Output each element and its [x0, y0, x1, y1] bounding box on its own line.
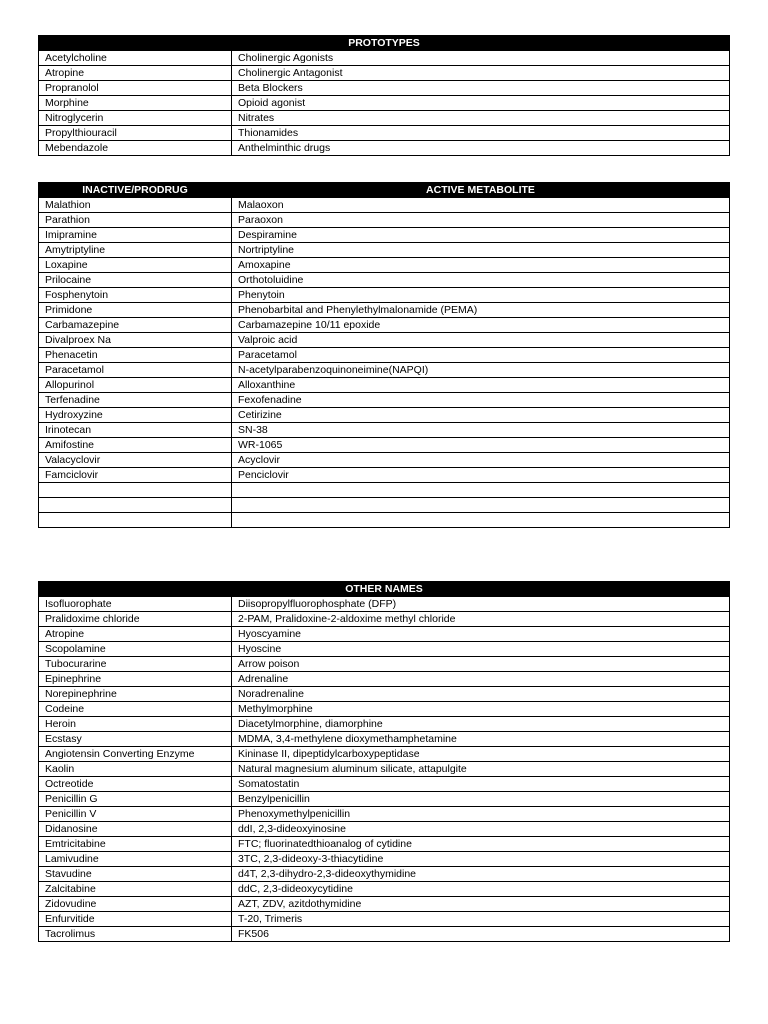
table-cell-left: Propranolol: [39, 81, 232, 96]
table-row: [39, 897, 730, 912]
table-cell-right: Orthotoluidine: [232, 273, 730, 288]
table-cell-left: Famciclovir: [39, 468, 232, 483]
table-row: [39, 498, 730, 513]
table-cell-left: Valacyclovir: [39, 453, 232, 468]
table-cell-right: Cetirizine: [232, 408, 730, 423]
table-cell-left: Nitroglycerin: [39, 111, 232, 126]
table-cell-right: Noradrenaline: [232, 687, 730, 702]
table-cell-left: Carbamazepine: [39, 318, 232, 333]
table-row: [39, 363, 730, 378]
table-row: [39, 777, 730, 792]
table-row: [39, 747, 730, 762]
table-row: [39, 717, 730, 732]
table-cell-right: Penciclovir: [232, 468, 730, 483]
table-row: [39, 318, 730, 333]
table-cell-left: Tubocurarine: [39, 657, 232, 672]
table-row: [39, 198, 730, 213]
table-cell-left: Hydroxyzine: [39, 408, 232, 423]
table-cell-left: Penicillin G: [39, 792, 232, 807]
table-row: [39, 642, 730, 657]
table-row: [39, 228, 730, 243]
table-row: [39, 348, 730, 363]
table-header-row: [39, 582, 730, 597]
table-cell-right: 2-PAM, Pralidoxine-2-aldoxime methyl chloride: [232, 612, 730, 627]
table-row: [39, 513, 730, 528]
table-row: [39, 51, 730, 66]
table-cell-right: Natural magnesium aluminum silicate, attapulgite: [232, 762, 730, 777]
table-cell-left: Enfurvitide: [39, 912, 232, 927]
table-cell-left: Ecstasy: [39, 732, 232, 747]
table-cell-right: Amoxapine: [232, 258, 730, 273]
table-row: [39, 672, 730, 687]
table-cell-right: Kininase II, dipeptidylcarboxypeptidase: [232, 747, 730, 762]
table-row: [39, 333, 730, 348]
table-row: [39, 867, 730, 882]
table-cell-left: [39, 513, 232, 528]
table-row: [39, 288, 730, 303]
table-cell-right: Arrow poison: [232, 657, 730, 672]
table-row: [39, 408, 730, 423]
table-cell-right: Diacetylmorphine, diamorphine: [232, 717, 730, 732]
table-cell-right: Somatostatin: [232, 777, 730, 792]
table-row: [39, 762, 730, 777]
table-row: [39, 732, 730, 747]
table-row: [39, 393, 730, 408]
table-cell-right: FK506: [232, 927, 730, 942]
table-cell-right: Nortriptyline: [232, 243, 730, 258]
table-row: [39, 141, 730, 156]
table-row: [39, 822, 730, 837]
table-cell-left: Fosphenytoin: [39, 288, 232, 303]
table-cell-left: Octreotide: [39, 777, 232, 792]
table-cell-left: Tacrolimus: [39, 927, 232, 942]
table-cell-right: Nitrates: [232, 111, 730, 126]
table-cell-left: Zidovudine: [39, 897, 232, 912]
table-cell-left: Atropine: [39, 627, 232, 642]
table-cell-right: ddC, 2,3-dideoxycytidine: [232, 882, 730, 897]
table-cell-left: Irinotecan: [39, 423, 232, 438]
table-row: [39, 66, 730, 81]
table-row: [39, 702, 730, 717]
table-cell-left: Lamivudine: [39, 852, 232, 867]
table-row: [39, 612, 730, 627]
table-cell-right: WR-1065: [232, 438, 730, 453]
table-cell-left: Imipramine: [39, 228, 232, 243]
table-cell-right: d4T, 2,3-dihydro-2,3-dideoxythymidine: [232, 867, 730, 882]
table-row: [39, 423, 730, 438]
table-row: [39, 438, 730, 453]
table-cell-left: Heroin: [39, 717, 232, 732]
table-row: [39, 687, 730, 702]
table-row: [39, 378, 730, 393]
table-cell-left: Kaolin: [39, 762, 232, 777]
table-cell-left: Propylthiouracil: [39, 126, 232, 141]
table-header-row: [39, 183, 730, 198]
table-cell-right: SN-38: [232, 423, 730, 438]
table-cell-left: Paracetamol: [39, 363, 232, 378]
table-row: [39, 837, 730, 852]
table-cell-left: Stavudine: [39, 867, 232, 882]
table-cell-left: Primidone: [39, 303, 232, 318]
table-cell-left: [39, 483, 232, 498]
table-cell-right: [232, 513, 730, 528]
table-cell-left: Scopolamine: [39, 642, 232, 657]
table-cell-right: Methylmorphine: [232, 702, 730, 717]
table-cell-right: N-acetylparabenzoquinoneimine(NAPQI): [232, 363, 730, 378]
table-header-row: [39, 36, 730, 51]
table-cell-left: Codeine: [39, 702, 232, 717]
table-cell-left: Divalproex Na: [39, 333, 232, 348]
table-cell-left: Epinephrine: [39, 672, 232, 687]
table-cell-left: Isofluorophate: [39, 597, 232, 612]
table-row: [39, 627, 730, 642]
table-cell-right: Hyoscyamine: [232, 627, 730, 642]
table-cell-left: Loxapine: [39, 258, 232, 273]
table-cell-right: T-20, Trimeris: [232, 912, 730, 927]
table-cell-right: FTC; fluorinatedthioanalog of cytidine: [232, 837, 730, 852]
table-cell-left: Penicillin V: [39, 807, 232, 822]
table-row: [39, 111, 730, 126]
table-row: [39, 912, 730, 927]
table-cell-right: Phenoxymethylpenicillin: [232, 807, 730, 822]
table-cell-left: [39, 498, 232, 513]
table-row: [39, 243, 730, 258]
table-cell-right: AZT, ZDV, azitdothymidine: [232, 897, 730, 912]
table-cell-right: Acyclovir: [232, 453, 730, 468]
table-cell-left: Malathion: [39, 198, 232, 213]
table-row: [39, 807, 730, 822]
prodrug-table: [38, 182, 730, 528]
table-cell-right: Despiramine: [232, 228, 730, 243]
table-row: [39, 852, 730, 867]
table-cell-right: ddI, 2,3-dideoxyinosine: [232, 822, 730, 837]
table-cell-right: [232, 483, 730, 498]
table-cell-right: Valproic acid: [232, 333, 730, 348]
table-cell-right: Paraoxon: [232, 213, 730, 228]
table-cell-left: Zalcitabine: [39, 882, 232, 897]
other-names-header: OTHER NAMES: [39, 582, 730, 597]
table-cell-right: Opioid agonist: [232, 96, 730, 111]
table-cell-right: Benzylpenicillin: [232, 792, 730, 807]
table-cell-left: Angiotensin Converting Enzyme: [39, 747, 232, 762]
table-cell-left: Phenacetin: [39, 348, 232, 363]
table-row: [39, 453, 730, 468]
table-row: [39, 303, 730, 318]
table-cell-left: Parathion: [39, 213, 232, 228]
table-cell-left: Atropine: [39, 66, 232, 81]
prodrug-header-left: INACTIVE/PRODRUG: [39, 183, 232, 198]
table-cell-left: Pralidoxime chloride: [39, 612, 232, 627]
table-cell-right: Cholinergic Antagonist: [232, 66, 730, 81]
table-cell-left: Acetylcholine: [39, 51, 232, 66]
table-cell-left: Amifostine: [39, 438, 232, 453]
table-cell-left: Norepinephrine: [39, 687, 232, 702]
table-cell-right: Adrenaline: [232, 672, 730, 687]
table-cell-right: Alloxanthine: [232, 378, 730, 393]
table-row: [39, 468, 730, 483]
table-cell-right: Phenobarbital and Phenylethylmalonamide (PEMA): [232, 303, 730, 318]
prodrug-header-right: ACTIVE METABOLITE: [232, 183, 730, 198]
prototypes-table: [38, 35, 730, 156]
table-row: [39, 213, 730, 228]
table-cell-left: Didanosine: [39, 822, 232, 837]
table-row: [39, 96, 730, 111]
table-cell-left: Terfenadine: [39, 393, 232, 408]
table-cell-right: Diisopropylfluorophosphate (DFP): [232, 597, 730, 612]
other-names-table: [38, 581, 730, 942]
table-cell-right: Cholinergic Agonists: [232, 51, 730, 66]
table-row: [39, 81, 730, 96]
table-cell-right: Carbamazepine 10/11 epoxide: [232, 318, 730, 333]
table-row: [39, 882, 730, 897]
table-row: [39, 927, 730, 942]
table-cell-right: Phenytoin: [232, 288, 730, 303]
table-cell-left: Amytriptyline: [39, 243, 232, 258]
table-row: [39, 657, 730, 672]
table-row: [39, 792, 730, 807]
table-cell-right: MDMA, 3,4-methylene dioxymethamphetamine: [232, 732, 730, 747]
prototypes-header: PROTOTYPES: [39, 36, 730, 51]
table-cell-right: Thionamides: [232, 126, 730, 141]
table-row: [39, 258, 730, 273]
table-cell-right: Hyoscine: [232, 642, 730, 657]
table-row: [39, 273, 730, 288]
table-cell-left: Emtricitabine: [39, 837, 232, 852]
table-cell-left: Allopurinol: [39, 378, 232, 393]
table-row: [39, 483, 730, 498]
table-cell-right: Beta Blockers: [232, 81, 730, 96]
table-cell-right: Malaoxon: [232, 198, 730, 213]
table-cell-right: [232, 498, 730, 513]
table-cell-right: Fexofenadine: [232, 393, 730, 408]
table-cell-left: Morphine: [39, 96, 232, 111]
table-cell-left: Prilocaine: [39, 273, 232, 288]
table-cell-right: Anthelminthic drugs: [232, 141, 730, 156]
table-row: [39, 597, 730, 612]
table-cell-left: Mebendazole: [39, 141, 232, 156]
table-cell-right: 3TC, 2,3-dideoxy-3-thiacytidine: [232, 852, 730, 867]
table-cell-right: Paracetamol: [232, 348, 730, 363]
table-row: [39, 126, 730, 141]
